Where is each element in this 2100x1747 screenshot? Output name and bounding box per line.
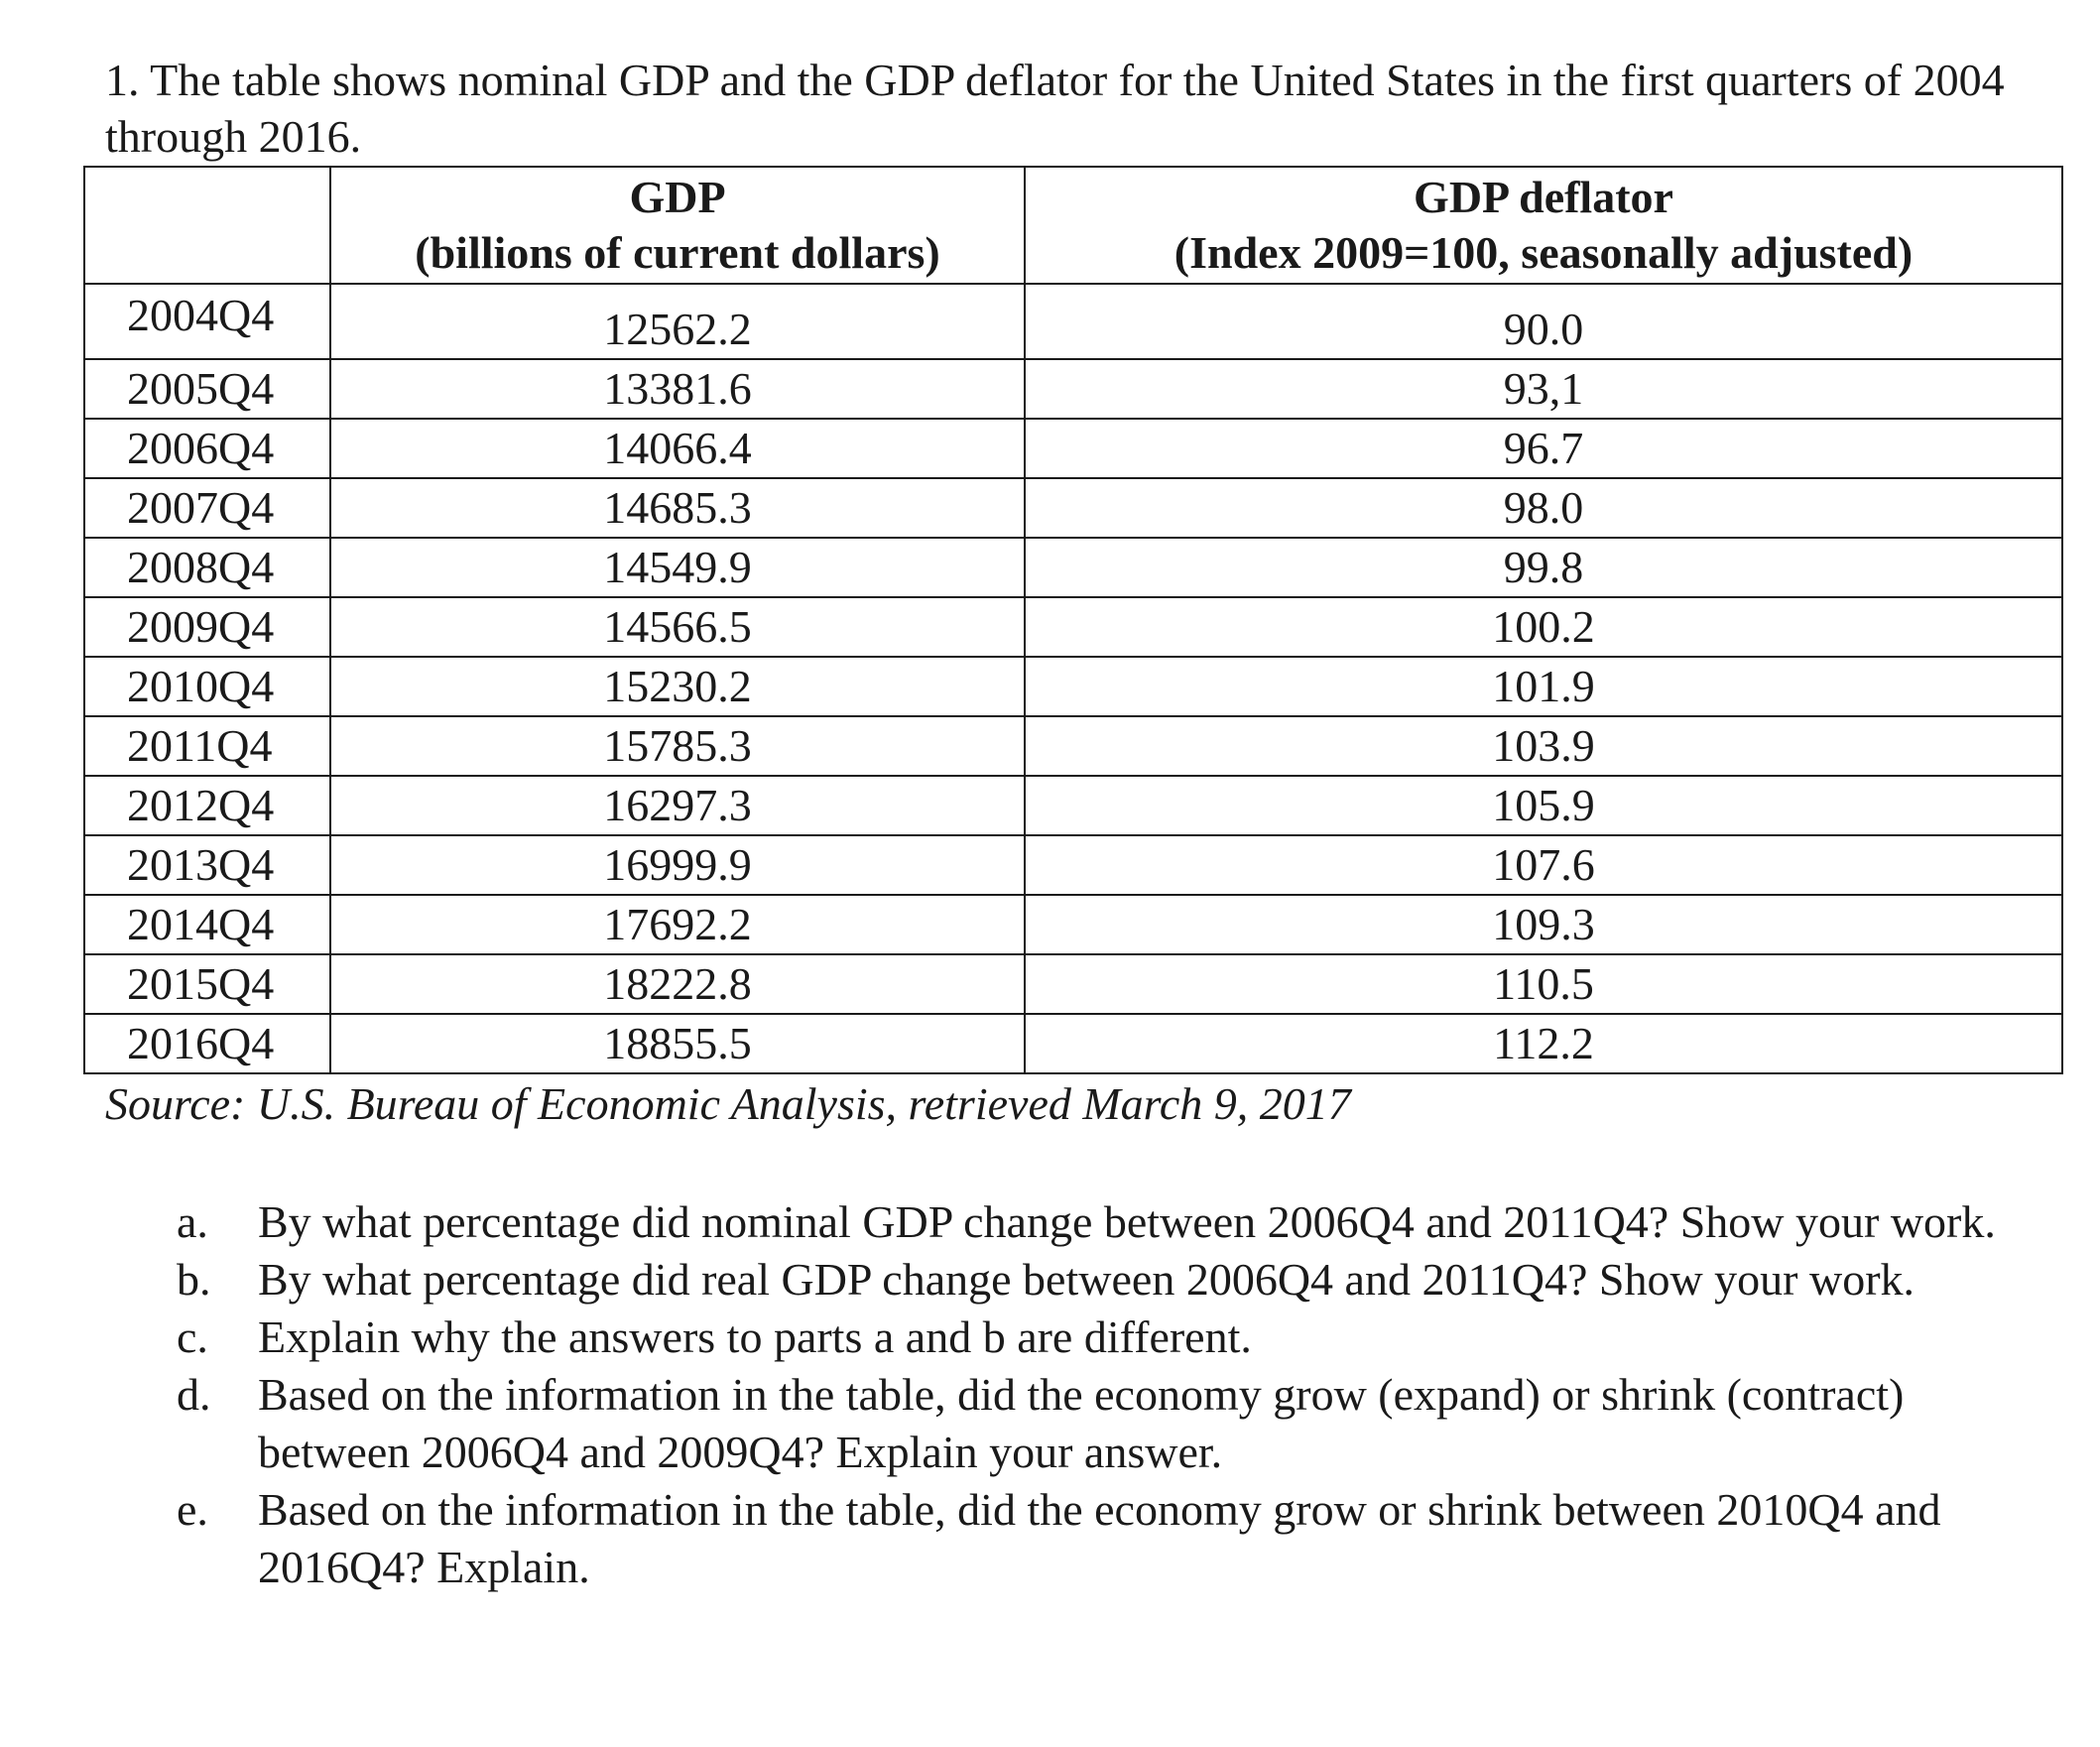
question-text: By what percentage did nominal GDP change between 2006Q4 and 2011Q4? Show your work. <box>258 1196 1996 1247</box>
period-cell: 2016Q4 <box>84 1014 330 1073</box>
period-cell: 2009Q4 <box>84 597 330 657</box>
header-gdp-unit: (billions of current dollars) <box>415 227 940 278</box>
deflator-cell: 107.6 <box>1025 835 2062 895</box>
table-row <box>84 835 2062 895</box>
question-item <box>177 1309 2061 1366</box>
question-letter: b. <box>177 1254 211 1305</box>
table-row <box>84 1014 2062 1073</box>
gdp-cell: 18222.8 <box>330 954 1025 1014</box>
question-item <box>177 1193 2061 1251</box>
gdp-cell: 15785.3 <box>330 716 1025 776</box>
deflator-cell: 98.0 <box>1025 478 2062 538</box>
gdp-cell: 18855.5 <box>330 1014 1025 1073</box>
table-row <box>84 359 2062 419</box>
period-cell: 2008Q4 <box>84 538 330 597</box>
period-cell: 2012Q4 <box>84 776 330 835</box>
deflator-cell: 100.2 <box>1025 597 2062 657</box>
problem-intro: 1. The table shows nominal GDP and the GDP deflator for the United States in the first quarters of 2004 through 2016. <box>105 55 2005 162</box>
gdp-cell: 14549.9 <box>330 538 1025 597</box>
gdp-cell: 13381.6 <box>330 359 1025 419</box>
source-note: Source: U.S. Bureau of Economic Analysis, retrieved March 9, 2017 <box>105 1078 1351 1129</box>
table-row <box>84 954 2062 1014</box>
header-deflator-unit: (Index 2009=100, seasonally adjusted) <box>1174 227 1914 278</box>
table-row <box>84 716 2062 776</box>
header-period <box>84 167 330 284</box>
period-cell: 2015Q4 <box>84 954 330 1014</box>
period-cell: 2013Q4 <box>84 835 330 895</box>
table-row <box>84 419 2062 478</box>
deflator-cell: 93,1 <box>1025 359 2062 419</box>
gdp-cell: 16297.3 <box>330 776 1025 835</box>
question-list <box>177 1193 2061 1596</box>
question-text: By what percentage did real GDP change between 2006Q4 and 2011Q4? Show your work. <box>258 1254 1915 1305</box>
header-deflator <box>1025 167 2062 284</box>
period-cell: 2004Q4 <box>84 284 330 359</box>
question-letter: a. <box>177 1196 208 1247</box>
question-item <box>177 1481 2061 1596</box>
deflator-cell: 99.8 <box>1025 538 2062 597</box>
header-gdp <box>330 167 1025 284</box>
gdp-cell: 12562.2 <box>330 284 1025 359</box>
table-row <box>84 538 2062 597</box>
period-cell: 2006Q4 <box>84 419 330 478</box>
table-row <box>84 657 2062 716</box>
deflator-cell: 90.0 <box>1025 284 2062 359</box>
header-deflator-title: GDP deflator <box>1414 172 1673 222</box>
table-row <box>84 284 2062 359</box>
gdp-cell: 16999.9 <box>330 835 1025 895</box>
question-letter: c. <box>177 1311 208 1362</box>
gdp-cell: 14066.4 <box>330 419 1025 478</box>
table-row <box>84 895 2062 954</box>
gdp-cell: 14685.3 <box>330 478 1025 538</box>
period-cell: 2007Q4 <box>84 478 330 538</box>
gdp-cell: 17692.2 <box>330 895 1025 954</box>
table-row <box>84 478 2062 538</box>
deflator-cell: 96.7 <box>1025 419 2062 478</box>
header-gdp-title: GDP <box>629 172 726 222</box>
deflator-cell: 109.3 <box>1025 895 2062 954</box>
table-row <box>84 597 2062 657</box>
question-text: Based on the information in the table, did the economy grow or shrink between 2010Q4 and 2016Q4? Explain. <box>258 1484 1941 1592</box>
question-item <box>177 1366 2061 1481</box>
deflator-cell: 112.2 <box>1025 1014 2062 1073</box>
period-cell: 2005Q4 <box>84 359 330 419</box>
question-letter: d. <box>177 1369 211 1420</box>
deflator-cell: 105.9 <box>1025 776 2062 835</box>
period-cell: 2014Q4 <box>84 895 330 954</box>
question-item <box>177 1251 2061 1309</box>
table-row <box>84 776 2062 835</box>
question-letter: e. <box>177 1484 208 1535</box>
gdp-cell: 15230.2 <box>330 657 1025 716</box>
question-text: Explain why the answers to parts a and b are different. <box>258 1311 1252 1362</box>
gdp-cell: 14566.5 <box>330 597 1025 657</box>
deflator-cell: 110.5 <box>1025 954 2062 1014</box>
deflator-cell: 101.9 <box>1025 657 2062 716</box>
period-cell: 2010Q4 <box>84 657 330 716</box>
question-text: Based on the information in the table, did the economy grow (expand) or shrink (contract) between 2006Q4 and 2009Q4? Explain your answer. <box>258 1369 1905 1477</box>
table-header-row <box>84 167 2062 284</box>
gdp-table <box>83 166 2063 1074</box>
period-cell: 2011Q4 <box>84 716 330 776</box>
deflator-cell: 103.9 <box>1025 716 2062 776</box>
